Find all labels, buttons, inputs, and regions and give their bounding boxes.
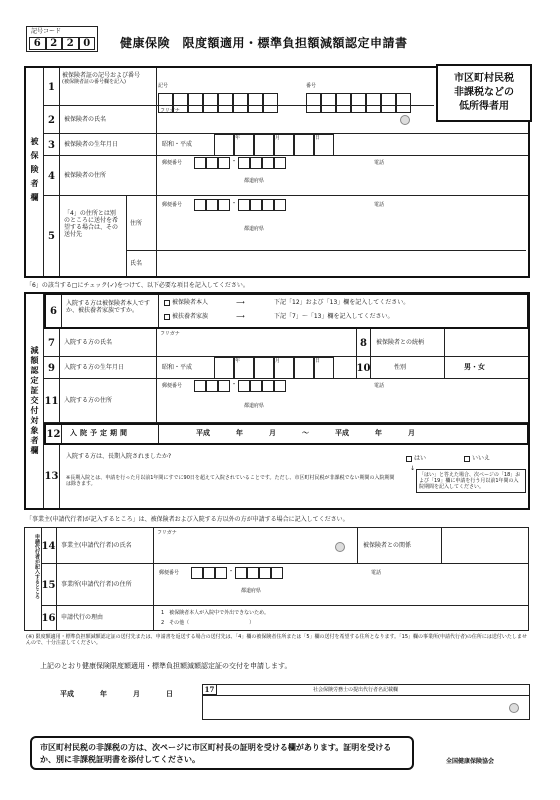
birthdate-input[interactable]: 年 月 日 xyxy=(214,134,354,156)
employer-address-input[interactable] xyxy=(265,582,523,604)
code-label: 記号コード xyxy=(31,28,62,35)
patient-phone-input[interactable] xyxy=(394,379,524,393)
row-number: 7 xyxy=(44,329,60,357)
field-label: 被保険者との関係 xyxy=(363,542,412,549)
row-number: 4 xyxy=(44,156,60,196)
row-number: 5 xyxy=(44,196,60,276)
reason-option-1[interactable]: 1 被保険者本人が入院中で外出できないため。 xyxy=(161,610,269,616)
field-label: 被保険者証の記号および番号 xyxy=(62,72,141,79)
agent-box xyxy=(202,684,530,720)
era-selector[interactable]: 昭和・平成 xyxy=(162,141,193,148)
insured-name-input[interactable] xyxy=(158,114,388,132)
address-sub-label: 住所 xyxy=(130,220,143,227)
field-label: 事業所(申請代行者)の住所 xyxy=(61,581,132,588)
option-dependent[interactable]: 被扶養者家族 xyxy=(164,313,208,320)
gender-selector[interactable]: 男・女 xyxy=(464,363,485,371)
era-selector[interactable]: 昭和・平成 xyxy=(162,364,193,371)
insured-section-label: 被保険者欄 xyxy=(26,68,44,276)
recipient-section-label: 減額認定証交付対象者欄 xyxy=(26,294,44,508)
patient-name-input[interactable] xyxy=(158,337,354,355)
seal-icon xyxy=(400,115,410,125)
low-income-badge: 市区町村民税 非課税などの 低所得者用 xyxy=(436,64,532,122)
row-number: 1 xyxy=(44,68,60,106)
phone-label: 電話 xyxy=(374,202,385,208)
long-stay-hint: 「はい」と答えた場合、次ページの「18」および「19」欄に申請を行う月以前1年間の入院期間を記入してください。 xyxy=(416,469,526,493)
row-number: 3 xyxy=(44,134,60,156)
section-note: 「6」の該当する□にチェック(✓)をつけて、以下必要な項目を記入してください。 xyxy=(26,282,249,289)
field-label: 入院する方の生年月日 xyxy=(64,364,125,371)
row-number: 16 xyxy=(41,606,57,630)
prefecture-label: 都道府県 xyxy=(244,403,265,409)
furigana-label: フリガナ xyxy=(160,108,180,114)
field-note: (被保険者証の番号欄を記入) xyxy=(62,79,126,85)
alt-phone-input[interactable] xyxy=(394,198,524,212)
insured-code-input[interactable]: 記号 xyxy=(158,72,288,102)
code-digit: 2 xyxy=(46,37,63,50)
code-digit: 0 xyxy=(79,37,96,50)
field-label: 被保険者の住所 xyxy=(64,172,107,179)
prefecture-label: 都道府県 xyxy=(244,178,265,184)
reason-option-2[interactable]: 2 その他（ ） xyxy=(161,620,255,626)
admission-period-input[interactable]: 平成 年 月 〜 平成 年 月 xyxy=(196,429,415,437)
employer-phone-input[interactable] xyxy=(391,566,521,580)
field-label: 申請代行の理由 xyxy=(61,614,104,621)
patient-birthdate-input[interactable]: 年 月 日 xyxy=(214,357,354,379)
relationship-input[interactable] xyxy=(446,331,524,355)
employer-name-input[interactable] xyxy=(155,536,325,562)
field-label: 入院する方の住所 xyxy=(64,397,113,404)
postal-label: 郵便番号 xyxy=(162,160,183,166)
option-insured[interactable]: 被保険者本人 xyxy=(164,299,208,306)
code-digit: 2 xyxy=(62,37,79,50)
alt-postal-code-input[interactable]: - xyxy=(194,199,286,211)
employer-postal-input[interactable]: - xyxy=(191,567,283,579)
arrow-down-icon: ↓ xyxy=(410,465,416,472)
field-label: 入院する方は被保険者本人ですか、被扶養者家族ですか。 xyxy=(66,300,151,314)
row-number: 13 xyxy=(44,445,60,508)
section-note: 「事業主(申請代行者)が記入するところ」は、被保険者および入院する方以外の方が申請する場合に記入してください。 xyxy=(26,516,349,523)
field-label: 性別 xyxy=(394,364,407,371)
insured-number-input[interactable]: 番号 xyxy=(306,72,432,102)
patient-address-input[interactable] xyxy=(268,397,526,421)
long-stay-no[interactable]: いいえ xyxy=(464,455,490,462)
code-box xyxy=(26,26,98,52)
checkbox[interactable] xyxy=(164,300,170,306)
phone-label: 電話 xyxy=(374,160,385,166)
row-number: 9 xyxy=(44,357,60,379)
field-label: 被保険者の生年月日 xyxy=(64,141,119,148)
row-number: 17 xyxy=(203,685,217,695)
seal-icon xyxy=(509,703,519,713)
phone-label: 電話 xyxy=(371,570,382,576)
agent-name-input[interactable] xyxy=(207,697,497,719)
prefecture-label: 都道府県 xyxy=(241,588,262,594)
phone-label: 電話 xyxy=(374,383,385,389)
prefecture-label: 都道府県 xyxy=(244,226,265,232)
employer-section-label: 申請代行者が記入するところ xyxy=(34,534,40,599)
postal-code-input[interactable]: - xyxy=(194,157,286,169)
option-note: 下記「7」〜「13」欄を記入してください。 xyxy=(274,313,394,320)
row-number: 10 xyxy=(357,357,371,379)
long-stay-note: ※長期入院とは、申請を行った月以前1年間にすでに90日を超えて入院されていることです。ただし、市区町村民税が非課税でない期間の入院期間は除きます。 xyxy=(66,475,395,487)
field-label: 入院する方の氏名 xyxy=(64,339,113,346)
postal-label: 郵便番号 xyxy=(162,202,183,208)
checkbox[interactable] xyxy=(464,456,470,462)
application-date[interactable]: 平成 年 月 日 xyxy=(60,690,173,698)
phone-input[interactable] xyxy=(394,156,524,170)
field-label: 事業主(申請代行者)の氏名 xyxy=(61,542,132,549)
employer-relationship-input[interactable] xyxy=(443,530,525,562)
row-number: 11 xyxy=(44,379,60,423)
footnote: (※) 限度額適用・標準負担額減額認定証の送付先または、申請書を返送する場合の送付先は、「4」欄の被保険者住所または「5」欄の送付を希望する住所となります。「15」欄の事業所(申請代行者)の住所には送付いたしませんので、十分注意してください。 xyxy=(26,634,527,646)
checkbox[interactable] xyxy=(164,314,170,320)
row-number: 15 xyxy=(41,564,57,606)
field-label: 社会保険労務士の提出代行者名記載欄 xyxy=(313,687,399,693)
declaration: 上記のとおり健康保険限度額適用・標準負担額減額認定証の交付を申請します。 xyxy=(40,662,292,670)
page-title: 健康保険 限度額適用・標準負担額減額認定申請書 xyxy=(120,36,408,50)
bottom-notice: 市区町村民税の非課税の方は、次ページに市区町村長の証明を受ける欄があります。証明を受けるか、別に非課税証明書を添付してください。 xyxy=(30,736,414,770)
row-number: 14 xyxy=(41,528,57,564)
alt-name-input[interactable] xyxy=(158,252,524,274)
name-sub-label: 氏名 xyxy=(130,260,143,267)
row-number: 8 xyxy=(357,329,371,357)
checkbox[interactable] xyxy=(406,456,412,462)
field-label: 被保険者との続柄 xyxy=(376,339,425,346)
organization-name: 全国健康保険協会 xyxy=(446,758,495,765)
long-stay-question: 入院する方は、長期入院されましたか? xyxy=(66,453,172,460)
address-input[interactable] xyxy=(268,174,526,194)
row-number: 6 xyxy=(46,295,62,327)
field-label: 被保険者の氏名 xyxy=(64,116,107,123)
furigana-label: フリガナ xyxy=(160,331,180,337)
long-stay-yes[interactable]: はい xyxy=(406,455,426,462)
patient-postal-input[interactable]: - xyxy=(194,380,286,392)
seal-icon xyxy=(335,542,345,552)
postal-label: 郵便番号 xyxy=(162,383,183,389)
furigana-label: フリガナ xyxy=(157,530,177,536)
field-label: 「4」の住所とは別のところに送付を希望する場合は、その送付先 xyxy=(64,210,119,238)
alt-address-input[interactable] xyxy=(268,218,526,248)
option-note: 下記「12」および「13」欄を記入してください。 xyxy=(274,299,410,306)
postal-label: 郵便番号 xyxy=(159,570,180,576)
row-number: 2 xyxy=(44,106,60,134)
field-label: 入院予定期間 xyxy=(70,429,130,437)
code-digit: 6 xyxy=(29,37,46,50)
row-number: 12 xyxy=(46,425,62,443)
